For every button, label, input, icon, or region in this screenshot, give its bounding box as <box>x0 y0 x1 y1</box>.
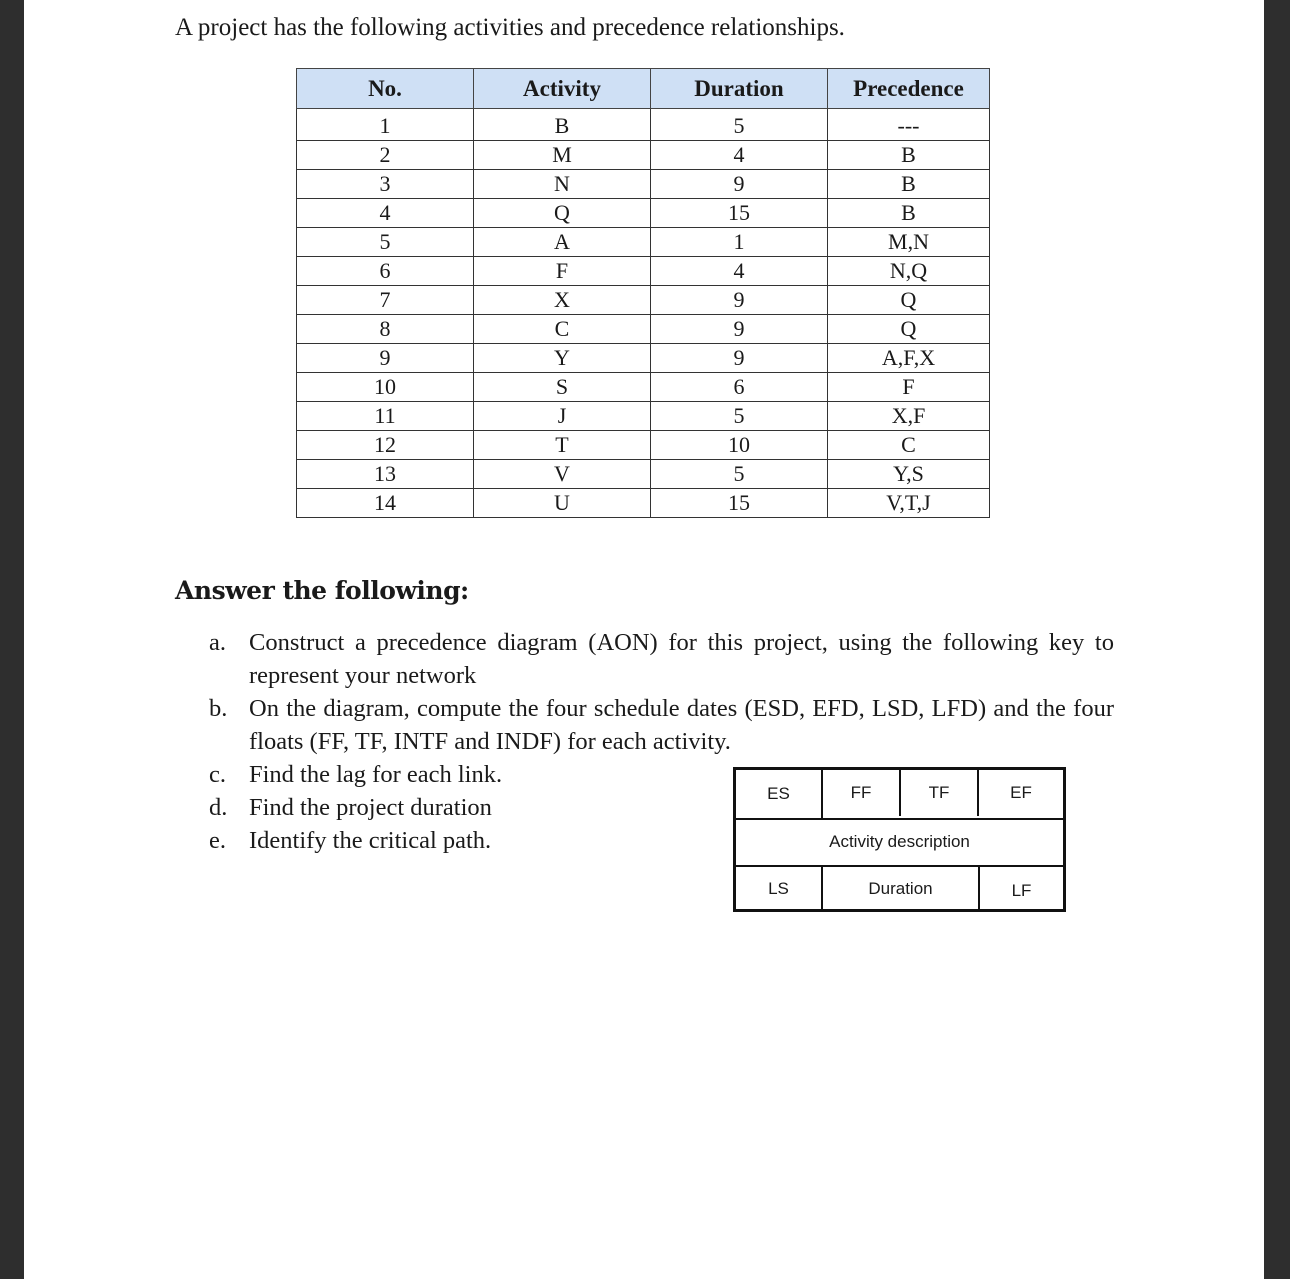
question-label: a. <box>209 629 226 656</box>
cell-precedence: V,T,J <box>828 489 990 518</box>
document-page <box>24 0 1264 1279</box>
cell-duration: 5 <box>651 460 828 489</box>
header-no: No. <box>297 69 474 109</box>
cell-precedence: C <box>828 431 990 460</box>
cell-no: 13 <box>297 460 474 489</box>
question-label: e. <box>209 827 226 854</box>
answer-heading: Answer the following: <box>175 576 469 605</box>
cell-precedence: B <box>828 170 990 199</box>
cell-activity: Y <box>474 344 651 373</box>
table-row <box>297 109 990 141</box>
header-duration: Duration <box>651 69 828 109</box>
cell-activity: T <box>474 431 651 460</box>
cell-activity: S <box>474 373 651 402</box>
cell-activity: C <box>474 315 651 344</box>
cell-duration: 4 <box>651 141 828 170</box>
cell-duration: 15 <box>651 199 828 228</box>
question-label: d. <box>209 794 228 821</box>
cell-duration: 5 <box>651 109 828 141</box>
table-row <box>297 460 990 489</box>
cell-activity: N <box>474 170 651 199</box>
cell-no: 7 <box>297 286 474 315</box>
table-row <box>297 257 990 286</box>
header-precedence: Precedence <box>828 69 990 109</box>
key-ef: EF <box>1010 783 1032 802</box>
cell-no: 8 <box>297 315 474 344</box>
cell-no: 5 <box>297 228 474 257</box>
aon-node-key <box>733 767 1066 912</box>
key-ff: FF <box>823 770 901 816</box>
cell-no: 14 <box>297 489 474 518</box>
cell-no: 3 <box>297 170 474 199</box>
cell-no: 10 <box>297 373 474 402</box>
cell-precedence: X,F <box>828 402 990 431</box>
cell-precedence: Q <box>828 315 990 344</box>
cell-precedence: Q <box>828 286 990 315</box>
cell-duration: 10 <box>651 431 828 460</box>
cell-no: 9 <box>297 344 474 373</box>
table-row <box>297 199 990 228</box>
question-text: Identify the critical path. <box>249 827 492 854</box>
cell-duration: 1 <box>651 228 828 257</box>
question-text: On the diagram, compute the four schedule dates (ESD, EFD, LSD, LFD) and the four floats (FF, TF, INTF and INDF) for each activity. <box>249 695 1114 755</box>
table-row <box>297 431 990 460</box>
question-text: Construct a precedence diagram (AON) for this project, using the following key to represent your network <box>249 629 1114 689</box>
cell-activity: F <box>474 257 651 286</box>
cell-activity: J <box>474 402 651 431</box>
cell-precedence: B <box>828 141 990 170</box>
cell-activity: B <box>474 109 651 141</box>
cell-precedence: F <box>828 373 990 402</box>
cell-no: 4 <box>297 199 474 228</box>
cell-no: 2 <box>297 141 474 170</box>
table-row <box>297 373 990 402</box>
table-row <box>297 315 990 344</box>
intro-text: A project has the following activities and precedence relationships. <box>175 14 845 41</box>
cell-precedence: N,Q <box>828 257 990 286</box>
cell-activity: Q <box>474 199 651 228</box>
table-row <box>297 489 990 518</box>
table-row <box>297 228 990 257</box>
question-label: b. <box>209 695 228 722</box>
list-item <box>209 626 1114 692</box>
cell-no: 1 <box>297 109 474 141</box>
key-top-row <box>736 770 1063 820</box>
cell-precedence: M,N <box>828 228 990 257</box>
cell-duration: 9 <box>651 315 828 344</box>
cell-activity: A <box>474 228 651 257</box>
cell-duration: 4 <box>651 257 828 286</box>
activity-table <box>296 68 990 518</box>
key-lf: LF <box>1011 881 1032 900</box>
question-text: Find the project duration <box>249 794 492 821</box>
cell-duration: 9 <box>651 170 828 199</box>
key-duration: Duration <box>823 867 980 911</box>
list-item <box>209 692 1114 758</box>
cell-precedence: Y,S <box>828 460 990 489</box>
key-ls: LS <box>736 867 823 911</box>
cell-duration: 9 <box>651 286 828 315</box>
cell-activity: U <box>474 489 651 518</box>
cell-duration: 5 <box>651 402 828 431</box>
cell-activity: M <box>474 141 651 170</box>
key-bottom-row <box>736 865 1063 911</box>
question-label: c. <box>209 761 226 788</box>
key-es: ES <box>736 770 823 818</box>
cell-duration: 15 <box>651 489 828 518</box>
table-row <box>297 402 990 431</box>
table-row <box>297 141 990 170</box>
key-activity-description: Activity description <box>829 831 970 851</box>
cell-precedence: B <box>828 199 990 228</box>
header-activity: Activity <box>474 69 651 109</box>
cell-no: 12 <box>297 431 474 460</box>
table-row <box>297 170 990 199</box>
cell-duration: 6 <box>651 373 828 402</box>
cell-activity: X <box>474 286 651 315</box>
table-header-row <box>297 69 990 109</box>
key-tf: TF <box>901 770 979 816</box>
cell-precedence: A,F,X <box>828 344 990 373</box>
table-row <box>297 286 990 315</box>
cell-no: 11 <box>297 402 474 431</box>
cell-precedence: --- <box>828 109 990 141</box>
cell-duration: 9 <box>651 344 828 373</box>
cell-no: 6 <box>297 257 474 286</box>
cell-activity: V <box>474 460 651 489</box>
table-row <box>297 344 990 373</box>
question-text: Find the lag for each link. <box>249 761 503 788</box>
